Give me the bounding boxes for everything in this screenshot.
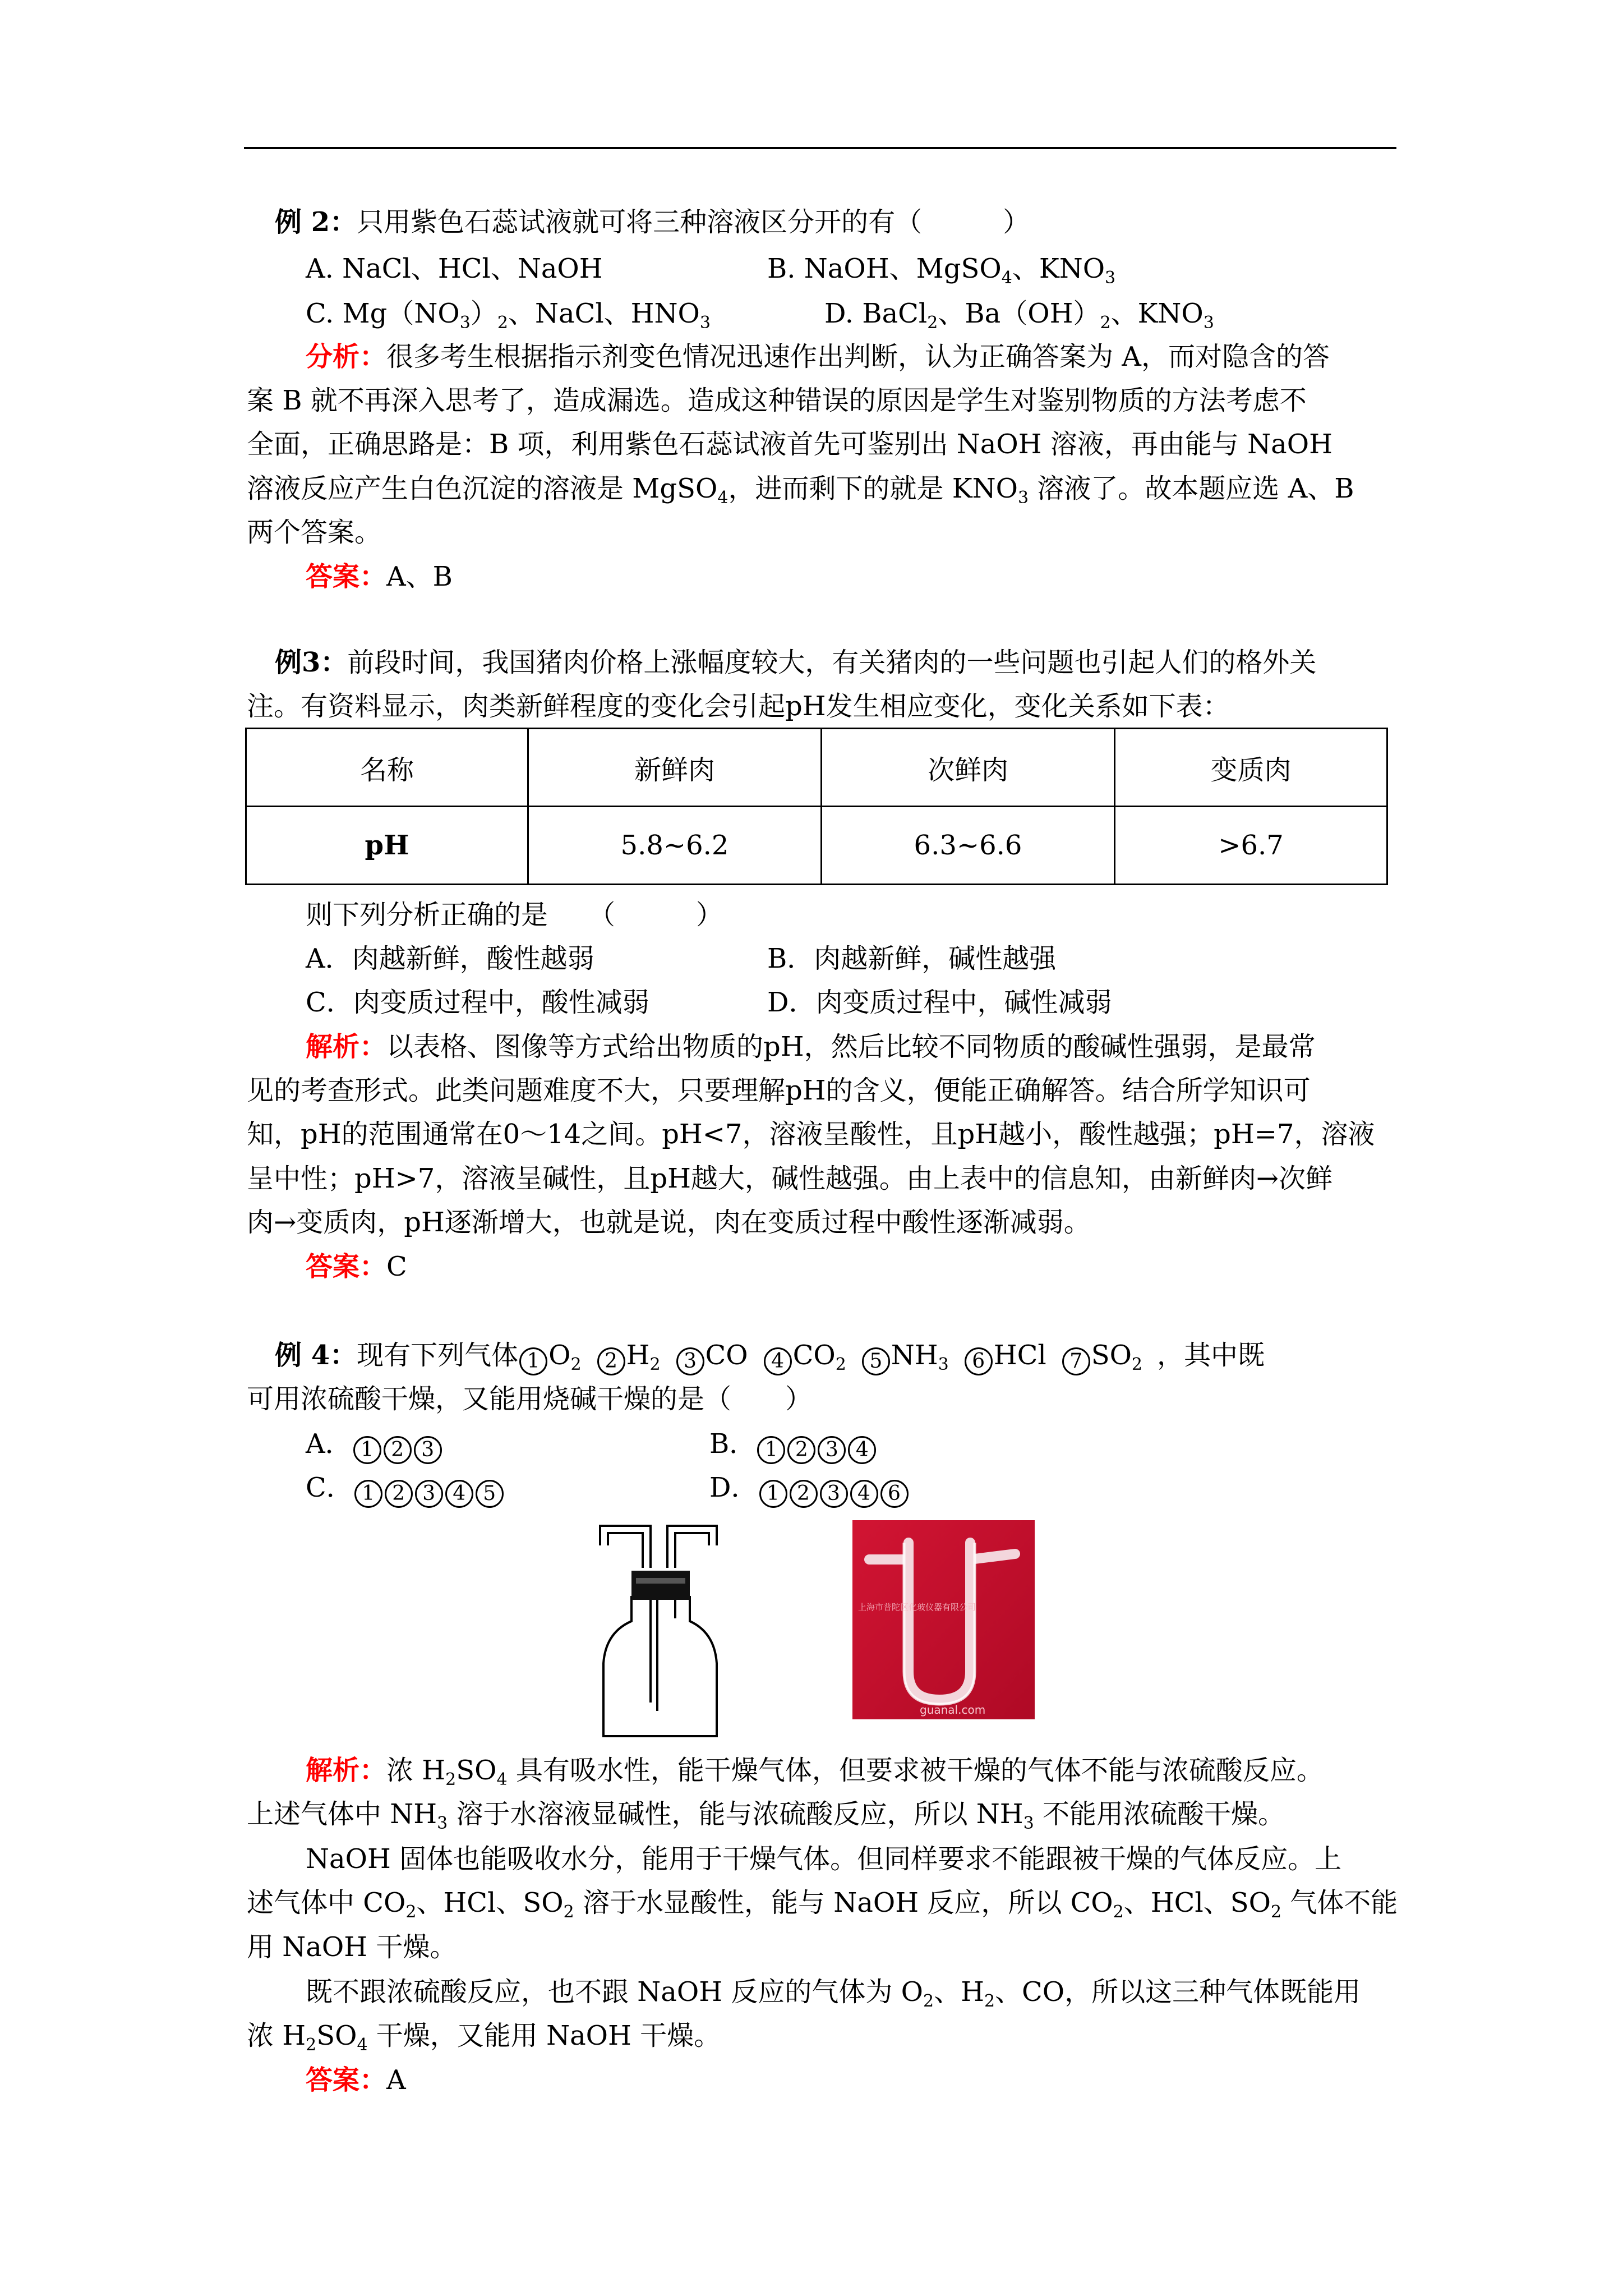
ex4-option-d: D． 1 2 3 4 6 [709,1470,910,1508]
gas-item: 2 $H_2$ [596,1340,661,1371]
ex4-analysis-line3: NaOH 固体也能吸收水分，能用于干燥气体。但同样要求不能跟被干燥的气体反应。上 [306,1843,1342,1875]
ex4-option-a: A． 1 2 3 [306,1427,443,1464]
ex2-analysis-line4: 溶液反应产生白色沉淀的溶液是 MgSO$_4$，进而剩下的就是 $KNO_3$ 溶液了。故本题应选 A、B [247,473,1354,508]
ex3-line1: 例3：前段时间，我国猪肉价格上涨幅度较大，有关猪肉的一些问题也引起人们的格外关 [275,647,1317,678]
photo-watermark: 上海市普陀区化玻仪器有限公司 [858,1602,976,1612]
ex3-line2: 注。有资料显示，肉类新鲜程度的变化会引起pH发生相应变化，变化关系如下表： [247,691,1230,722]
ex4-analysis-line6: 既不跟浓硫酸反应，也不跟 NaOH 反应的气体为 $O_2$、$H_2$、CO，所以这三种气体既能用 [306,1976,1361,2011]
table-row [246,807,1387,885]
stopper [631,1571,690,1600]
gas-item: 1 $O_2$ [518,1340,581,1371]
table-header-cell: 名称 [246,729,528,807]
u-tube-photo [852,1520,1035,1719]
table-header-cell: 新鲜肉 [528,729,822,807]
table-cell: pH [246,807,528,885]
ex3-analysis-line5: 肉→变质肉，pH逐渐增大，也就是说，肉在变质过程中酸性逐渐减弱。 [247,1207,1091,1238]
ex4-analysis-line7: 浓 $H_2SO_4$ 干燥，又能用 NaOH 干燥。 [247,2020,721,2055]
ex2-title: 例 2： [275,206,357,238]
table-cell: 6.3~6.6 [822,807,1115,885]
ex3-analysis-line2: 见的考查形式。此类问题难度不大，只要理解pH的含义，便能正确解答。结合所学知识可 [247,1075,1311,1106]
table-header-row [246,729,1387,807]
ex3-analysis-line4: 呈中性；pH>7，溶液呈碱性，且pH越大，碱性越强。由上表中的信息知，由新鲜肉→次鲜 [247,1163,1333,1194]
ex4-option-c: C． 1 2 3 4 5 [306,1470,505,1508]
circled-number-icon: 7 [1062,1347,1090,1375]
circled-number-icon: 1 [354,1480,382,1508]
circled-number-icon: 3 [415,1480,443,1508]
dip-tube [651,1596,657,1711]
circled-number-icon: 4 [850,1480,878,1508]
photo-caption: guanal.com [920,1703,986,1717]
circled-number-icon: 2 [787,1436,815,1464]
circled-number-icon: 4 [764,1347,792,1375]
ex2-analysis-line3: 全面，正确思路是：B 项，利用紫色石蕊试液首先可鉴别出 NaOH 溶液，再由能与 NaOH [247,429,1332,460]
circled-number-icon: 3 [676,1347,704,1375]
ex2-analysis-line2: 案 B 就不再深入思考了，造成漏选。造成这种错误的原因是学生对鉴别物质的方法考虑不 [247,385,1307,416]
table-cell: >6.7 [1115,807,1387,885]
ex2-answer: A、B [386,561,453,592]
ex4-title: 例 4： [275,1340,357,1371]
gas-item: 6 HCl [963,1340,1046,1371]
ex4-analysis-line5: 用 NaOH 干燥。 [247,1931,457,1963]
table-header-cell: 次鲜肉 [822,729,1115,807]
ex3-answer-line [306,1249,407,1284]
ex2-analysis-line5: 两个答案。 [247,517,382,548]
circled-number-icon: 2 [597,1347,625,1375]
circled-number-icon: 6 [965,1347,993,1375]
circled-number-icon: 4 [445,1480,473,1508]
gas-list [518,1340,1157,1374]
ex2-option-c: C. $Mg(NO_3)_2$、NaCl、$HNO_3$ [306,298,711,333]
ex4-answer: A [386,2064,406,2096]
ex2-option-a: A. NaCl、HCl、NaOH [306,253,603,284]
ex3-analysis-label: 解析： [306,1031,387,1062]
table-cell: 5.8~6.2 [528,807,822,885]
ex4-answer-label: 答案： [306,2064,387,2096]
table-header-cell: 变质肉 [1115,729,1387,807]
ex3-option-a: A．肉越新鲜，酸性越弱 [306,943,594,974]
circled-number-icon: 1 [353,1436,381,1464]
ex3-title: 例3： [275,647,348,678]
ex4-answer-line [306,2063,406,2097]
ex2-option-b: B. NaOH、MgSO$_4$、$KNO_3$ [767,253,1116,288]
gas-item: 3 CO [675,1340,748,1371]
circled-number-icon: 2 [384,1436,412,1464]
ex3-analysis-line1: 解析：以表格、图像等方式给出物质的pH，然后比较不同物质的酸碱性强弱，是最常 [306,1031,1316,1062]
ex2-answer-label: 答案： [306,561,387,592]
ex2-analysis-label: 分析： [306,341,387,372]
ex2-answer-line [306,559,453,594]
ex3-answer-label: 答案： [306,1251,387,1282]
circled-number-icon: 5 [476,1480,504,1508]
circled-number-icon: 1 [519,1347,547,1375]
bottle-body [603,1596,717,1736]
circled-number-icon: 5 [862,1347,890,1375]
ex4-line2: 可用浓硫酸干燥，又能用烧碱干燥的是（ ） [247,1383,813,1415]
circled-number-icon: 2 [385,1480,413,1508]
gas-washing-bottle-figure [594,1517,723,1739]
ex2-analysis-line1: 分析：很多考生根据指示剂变色情况迅速作出判断，认为正确答案为 A，而对隐含的答 [306,341,1330,372]
ex3-option-c: C．肉变质过程中，酸性减弱 [306,987,649,1018]
ex4-analysis-label: 解析： [306,1755,387,1786]
circled-number-icon: 3 [818,1436,846,1464]
circled-number-icon: 2 [790,1480,818,1508]
gas-item: 4 $CO_2$ [763,1340,846,1371]
ex4-analysis-line4: 述气体中 $CO_2$、HCl、$SO_2$ 溶于水显酸性，能与 NaOH 反应，所以 $CO_2$、HCl、$SO_2$ 气体不能 [247,1887,1398,1922]
circled-number-icon: 1 [757,1436,785,1464]
ex2-question: 只用紫色石蕊试液就可将三种溶液区分开的有（ ） [357,206,1030,238]
ex3-option-d: D．肉变质过程中，碱性减弱 [767,987,1112,1018]
ex3-answer: C [386,1251,407,1282]
ex3-question: 则下列分析正确的是 （ ） [306,899,723,931]
ph-table [245,728,1388,885]
ex4-option-b: B． 1 2 3 4 [709,1427,877,1464]
circled-number-icon: 1 [759,1480,787,1508]
ex2-question-line [275,205,1030,240]
gas-item: 5 $NH_3$ [861,1340,949,1371]
circled-number-icon: 6 [880,1480,909,1508]
ex4-line1: 例 4：现有下列气体 1 $O_2$ 2 $H_2$ 3 CO 4 $CO_2$ 5 $NH_3$ 6 HCl 7 $SO_2$ ，其中既 [275,1340,1265,1374]
ex2-option-d: D. BaCl$_2$、$Ba(OH)_2$、$KNO_3$ [824,298,1214,333]
ex4-analysis-line2: 上述气体中 $NH_3$ 溶于水溶液显碱性，能与浓硫酸反应，所以 $NH_3$ 不能用浓硫酸干燥。 [247,1798,1285,1833]
circled-number-icon: 4 [848,1436,876,1464]
circled-number-icon: 3 [414,1436,442,1464]
header-rule [244,147,1396,149]
circled-number-icon: 3 [820,1480,848,1508]
ex4-analysis-line1: 解析：浓 $H_2SO_4$ 具有吸水性，能干燥气体，但要求被干燥的气体不能与浓硫酸反应。 [306,1755,1324,1789]
ex3-option-b: B．肉越新鲜，碱性越强 [767,943,1057,974]
ex3-analysis-line3: 知，pH的范围通常在0～14之间。pH<7，溶液呈酸性，且pH越小，酸性越强；pH=7，溶液 [247,1119,1375,1150]
gas-item: 7 $SO_2$ [1061,1340,1142,1371]
